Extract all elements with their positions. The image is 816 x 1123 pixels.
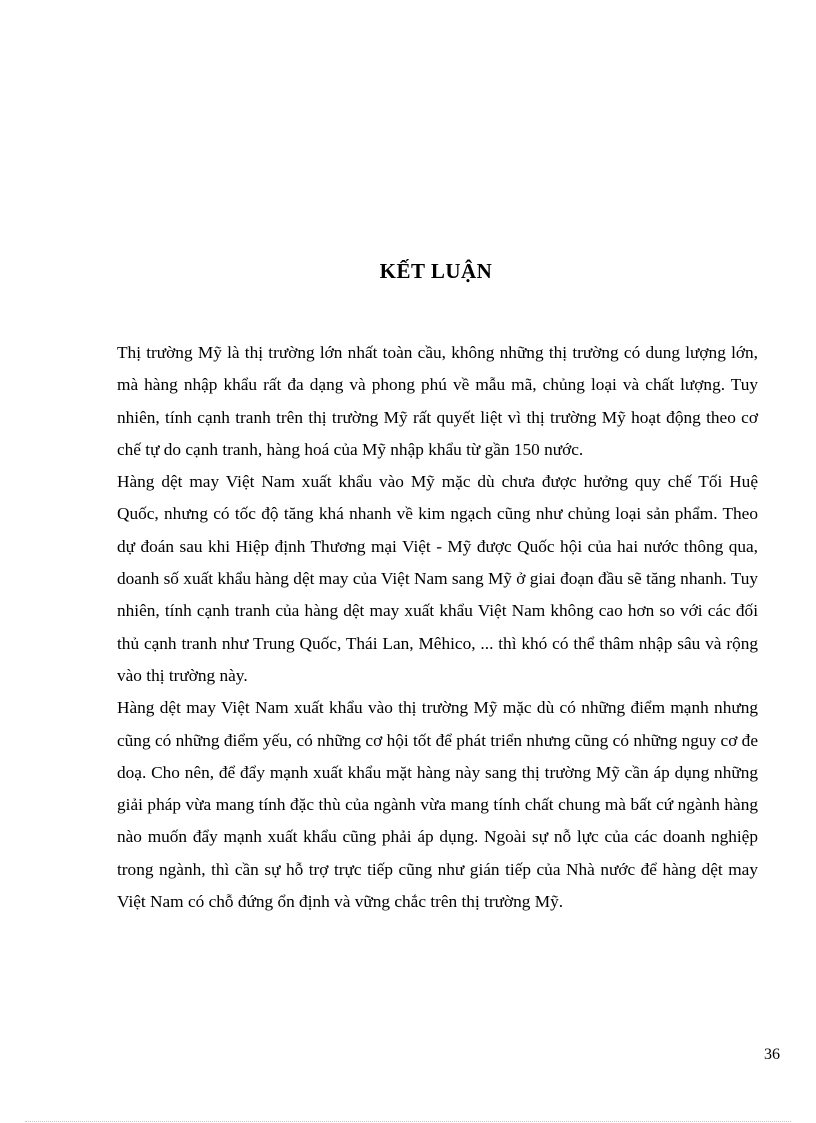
paragraph-3: Hàng dệt may Việt Nam xuất khẩu vào thị trường Mỹ mặc dù có những điểm mạnh nhưng cũng có những điểm yếu, có những cơ hội tốt để phát triển nhưng cũng có những nguy cơ đe doạ. Cho nên, để đẩy mạnh xuất khẩu mặt hàng này sang thị trường Mỹ cần áp dụng những giải pháp vừa mang tính đặc thù của ngành vừa mang tính chất chung mà bất cứ ngành hàng nào muốn đẩy mạnh xuất khẩu cũng phải áp dụng. Ngoài sự nỗ lực của các doanh nghiệp trong ngành, thì cần sự hỗ trợ trực tiếp cũng như gián tiếp của Nhà nước để hàng dệt may Việt Nam có chỗ đứng ổn định và vững chắc trên thị trường Mỹ. <box>117 698 758 912</box>
paragraph-2: Hàng dệt may Việt Nam xuất khẩu vào Mỹ mặc dù chưa được hưởng quy chế Tối Huệ Quốc, nhưng có tốc độ tăng khá nhanh về kim ngạch cũng như chủng loại sản phẩm. Theo dự đoán sau khi Hiệp định Thương mại Việt - Mỹ được Quốc hội của hai nước thông qua, doanh số xuất khẩu hàng dệt may của Việt Nam sang Mỹ ở giai đoạn đầu sẽ tăng nhanh. Tuy nhiên, tính cạnh tranh của hàng dệt may xuất khẩu Việt Nam không cao hơn so với các đối thủ cạnh tranh như Trung Quốc, Thái Lan, Mêhico, ... thì khó có thể thâm nhập sâu và rộng vào thị trường này. <box>117 472 758 685</box>
page-title: KẾT LUẬN <box>379 259 493 283</box>
page-number: 36 <box>764 1046 780 1063</box>
body-text <box>117 337 758 918</box>
paragraph-1: Thị trường Mỹ là thị trường lớn nhất toàn cầu, không những thị trường có dung lượng lớn, mà hàng nhập khẩu rất đa dạng và phong phú về mẫu mã, chủng loại và chất lượng. Tuy nhiên, tính cạnh tranh trên thị trường Mỹ rất quyết liệt vì thị trường Mỹ hoạt động theo cơ chế tự do cạnh tranh, hàng hoá của Mỹ nhập khẩu từ gần 150 nước. <box>117 343 758 459</box>
page-bottom-border <box>25 1121 791 1122</box>
